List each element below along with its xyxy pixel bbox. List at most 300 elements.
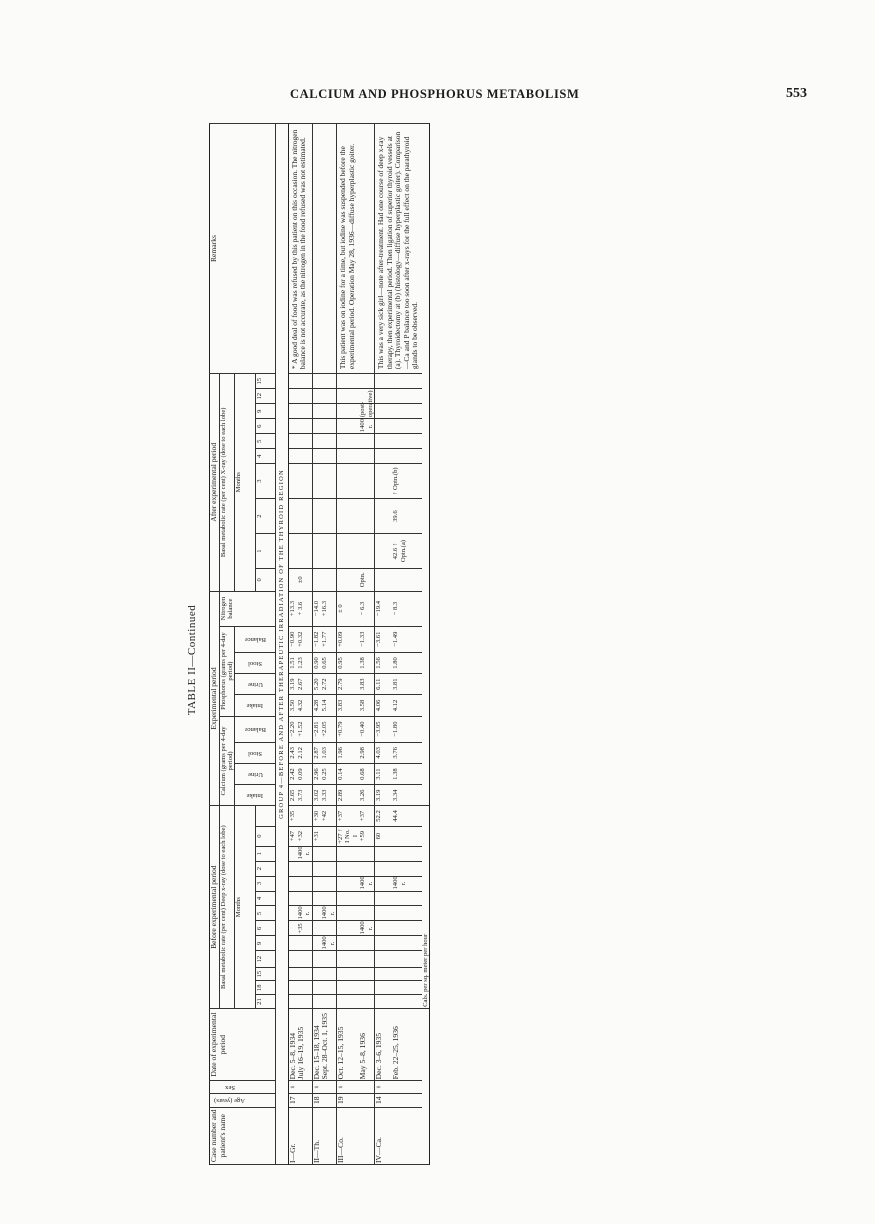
after-month: 3 — [255, 464, 276, 499]
after-bmr-cell — [321, 434, 336, 449]
after-bmr-cell — [374, 464, 392, 499]
ca-value-cell: 0.68 — [359, 763, 374, 784]
age-cell: 14 — [374, 1093, 422, 1107]
after-bmr-cell: ↑ Optn.(b) — [392, 464, 422, 499]
before-bmr-cell — [392, 846, 422, 861]
before-month: 2 — [255, 861, 276, 876]
after-bmr-cell: Optn. — [359, 569, 374, 591]
ca-stool-header: Stool — [235, 742, 276, 763]
date-cell: July 16–19, 1935 — [297, 1008, 312, 1080]
group-label: GROUP 4—BEFORE AND AFTER THERAPEUTIC IRRADIATION OF THE THYROID REGION — [276, 124, 288, 1165]
before-bmr-cell — [374, 951, 392, 967]
table-caption: TABLE II—Continued — [186, 604, 198, 716]
after-bmr-cell — [321, 389, 336, 404]
after-bmr-cell — [359, 374, 374, 389]
after-bmr-cell — [312, 534, 321, 569]
before-bmr-cell — [392, 951, 422, 967]
before-bmr-cell — [321, 951, 336, 967]
ca-value-cell: 0.25 — [321, 763, 336, 784]
running-header: CALCIUM AND PHOSPHORUS METABOLISM — [290, 87, 580, 101]
p-value-cell: 4.12 — [392, 695, 422, 716]
p-value-cell: −1.49 — [392, 626, 422, 652]
after-bmr-cell — [374, 404, 392, 419]
before-bmr-cell: 1400 r. — [297, 846, 312, 860]
date-cell: Feb. 22–25, 1936 — [392, 1008, 422, 1080]
before-bmr-cell — [374, 936, 392, 951]
bmr-zero-cell: +42 — [321, 806, 336, 826]
after-bmr-cell — [392, 389, 422, 404]
case-id-cell: I—Gr. — [288, 1107, 312, 1164]
after-bmr-cell — [321, 534, 336, 569]
before-bmr-cell: +32 — [297, 826, 312, 846]
metabolism-table — [209, 123, 430, 1165]
units-note: Cals. per sq. meter per hour — [422, 806, 430, 1009]
before-bmr-cell — [312, 981, 321, 995]
ca-value-cell: 3.76 — [392, 742, 422, 763]
after-bmr-cell — [312, 419, 321, 434]
ca-value-cell: −2.20 — [288, 716, 297, 742]
before-bmr-cell — [337, 936, 360, 951]
before-bmr-cell: +35 — [297, 921, 312, 936]
before-bmr-cell — [288, 967, 297, 981]
p-value-cell: 3.19 — [288, 674, 297, 695]
bmr-zero-cell: 44.4 — [392, 806, 422, 826]
remarks-cell: This patient was on iodine for a time, but iodine was suspended before the experimental period. Operation May 28, 1936—diffuse hyperplastic goiter. — [337, 124, 375, 374]
ca-value-cell: 0.09 — [297, 763, 312, 784]
before-subheader: Basal metabolic rate (per cent) Deep x-ray (dose to each lobe) — [219, 806, 235, 1009]
before-bmr-cell — [312, 995, 321, 1009]
after-bmr-cell — [374, 389, 392, 404]
before-bmr-cell — [297, 891, 312, 906]
before-bmr-cell — [359, 951, 374, 967]
rotated-table-container — [209, 123, 695, 1165]
note-filler — [422, 124, 430, 806]
ca-value-cell: 2.65 — [288, 785, 297, 806]
nitrogen-cell: − 8.3 — [392, 591, 422, 626]
before-bmr-cell — [312, 967, 321, 981]
p-value-cell: 0.95 — [337, 652, 360, 673]
before-bmr-cell — [359, 861, 374, 876]
after-bmr-cell — [374, 419, 392, 434]
after-bmr-cell — [297, 434, 312, 449]
before-month: 9 — [255, 936, 276, 951]
ca-value-cell: 3.26 — [359, 785, 374, 806]
ca-value-cell: 3.33 — [321, 785, 336, 806]
table-body — [276, 124, 430, 1165]
after-bmr-cell — [312, 404, 321, 419]
before-bmr-cell — [312, 876, 321, 891]
p-value-cell: −1.33 — [359, 626, 374, 652]
after-bmr-cell — [288, 449, 297, 464]
before-month: 5 — [255, 906, 276, 921]
after-bmr-cell — [359, 449, 374, 464]
p-value-cell: 4.28 — [312, 695, 321, 716]
calcium-header: Calcium (grams per 4-day period) — [219, 716, 235, 806]
p-value-cell: 1.56 — [374, 652, 392, 673]
p-value-cell: 1.38 — [359, 652, 374, 673]
date-cell: Oct. 12–15, 1935 — [337, 1008, 360, 1080]
ca-value-cell: −1.80 — [392, 716, 422, 742]
after-bmr-cell — [297, 404, 312, 419]
before-bmr-cell — [312, 936, 321, 951]
before-bmr-cell — [288, 981, 297, 995]
after-bmr-cell — [374, 449, 392, 464]
note-spacer — [422, 1008, 430, 1164]
before-bmr-cell — [359, 846, 374, 861]
after-month: 12 — [255, 389, 276, 404]
before-bmr-cell — [288, 876, 297, 891]
before-bmr-cell — [312, 951, 321, 967]
ca-value-cell: 2.42 — [288, 763, 297, 784]
before-bmr-cell — [288, 861, 297, 876]
after-bmr-cell — [374, 569, 392, 591]
table-frame — [209, 123, 695, 1165]
age-cell: 19 — [337, 1093, 375, 1107]
age-cell: 18 — [312, 1093, 336, 1107]
before-bmr-cell — [297, 936, 312, 951]
before-bmr-cell — [321, 921, 336, 936]
col-experimental: Experimental period — [210, 591, 220, 806]
p-value-cell: 2.72 — [321, 674, 336, 695]
before-bmr-cell: +31 — [312, 826, 321, 846]
after-bmr-cell: ±0 — [297, 569, 312, 591]
after-bmr-cell — [337, 404, 360, 419]
before-bmr-cell — [392, 967, 422, 981]
after-bmr-cell — [359, 534, 374, 569]
before-bmr-cell — [288, 995, 297, 1009]
p-value-cell: 3.83 — [337, 695, 360, 716]
table-row — [312, 124, 321, 1165]
p-value-cell: 5.14 — [321, 695, 336, 716]
group-row — [276, 124, 288, 1165]
page-number: 553 — [786, 86, 807, 101]
ca-value-cell: 2.96 — [312, 763, 321, 784]
p-value-cell: −0.90 — [288, 626, 297, 652]
before-bmr-cell — [359, 995, 374, 1009]
before-bmr-cell — [337, 995, 360, 1009]
after-bmr-cell — [359, 464, 374, 499]
after-bmr-cell — [297, 449, 312, 464]
table-row — [374, 124, 392, 1165]
phosphorus-header: Phosphorus (grams per 4-day period) — [219, 626, 235, 716]
after-bmr-cell — [312, 569, 321, 591]
before-months-label: Months — [235, 806, 256, 1009]
p-value-cell: 1.51 — [288, 652, 297, 673]
after-bmr-cell — [392, 449, 422, 464]
before-bmr-cell: +59 — [359, 826, 374, 846]
col-remarks: Remarks — [210, 124, 276, 374]
after-month: 1 — [255, 534, 276, 569]
p-value-cell: 5.20 — [312, 674, 321, 695]
ca-value-cell: +1.52 — [297, 716, 312, 742]
p-value-cell: 2.79 — [337, 674, 360, 695]
nitrogen-cell: − 6.3 — [359, 591, 374, 626]
after-month: 6 — [255, 419, 276, 434]
before-bmr-cell — [374, 921, 392, 936]
before-month: 15 — [255, 967, 276, 981]
after-bmr-cell — [288, 569, 297, 591]
before-bmr-cell — [321, 891, 336, 906]
before-bmr-cell — [359, 967, 374, 981]
bmr-zero-cell — [297, 806, 312, 826]
before-bmr-cell — [297, 967, 312, 981]
before-bmr-cell — [359, 936, 374, 951]
after-bmr-cell — [392, 434, 422, 449]
before-bmr-cell — [288, 936, 297, 951]
after-bmr-cell — [337, 434, 360, 449]
p-value-cell: 1.23 — [297, 652, 312, 673]
p-urine-header: Urine — [235, 674, 276, 695]
after-bmr-cell — [337, 464, 360, 499]
before-bmr-cell — [337, 951, 360, 967]
after-month: 4 — [255, 449, 276, 464]
after-bmr-cell — [321, 419, 336, 434]
date-cell: May 5–8, 1936 — [359, 1008, 374, 1080]
before-bmr-cell — [337, 906, 360, 921]
after-bmr-cell — [297, 374, 312, 389]
before-bmr-cell: 1400 r. — [359, 921, 374, 935]
before-bmr-cell — [297, 861, 312, 876]
before-month: 0 — [255, 826, 276, 846]
ca-value-cell: −3.95 — [374, 716, 392, 742]
p-value-cell: +0.32 — [297, 626, 312, 652]
after-month: 2 — [255, 499, 276, 534]
after-bmr-cell — [359, 499, 374, 534]
before-bmr-cell: 1400 r. — [359, 876, 374, 890]
p-value-cell: −3.61 — [374, 626, 392, 652]
case-id-cell: III—Co. — [337, 1107, 375, 1164]
after-bmr-cell — [297, 499, 312, 534]
before-bmr-cell: 1400 r. — [321, 936, 336, 950]
age-cell: 17 — [288, 1093, 312, 1107]
p-value-cell: 3.83 — [359, 674, 374, 695]
before-bmr-cell — [359, 906, 374, 921]
after-bmr-cell: 42.6 ↑ Optn.(a) — [392, 534, 422, 569]
after-month: 9 — [255, 404, 276, 419]
ca-value-cell: 2.43 — [288, 742, 297, 763]
before-month: 6 — [255, 921, 276, 936]
after-bmr-cell — [297, 534, 312, 569]
after-bmr-cell — [297, 389, 312, 404]
before-bmr-cell — [288, 921, 297, 936]
after-bmr-cell — [312, 389, 321, 404]
before-bmr-cell — [374, 995, 392, 1009]
ca-value-cell: +0.79 — [337, 716, 360, 742]
ca-value-cell: 2.87 — [312, 742, 321, 763]
before-bmr-cell — [392, 906, 422, 921]
before-bmr-cell — [374, 876, 392, 891]
before-bmr-cell — [321, 967, 336, 981]
after-bmr-cell — [288, 434, 297, 449]
before-bmr-cell — [321, 995, 336, 1009]
after-subheader: Basal metabolic rate (per cent) X-ray (dose to each lobe) — [219, 374, 235, 591]
after-bmr-cell — [321, 404, 336, 419]
after-bmr-cell — [359, 434, 374, 449]
after-bmr-cell — [392, 404, 422, 419]
nitrogen-header: Nitrogen balance — [219, 591, 276, 626]
date-cell: Dec. 5–8, 1934 — [288, 1008, 297, 1080]
ca-value-cell: 1.03 — [321, 742, 336, 763]
ca-urine-header: Urine — [235, 763, 276, 784]
after-bmr-cell — [312, 464, 321, 499]
after-bmr-cell — [337, 419, 360, 434]
table-row — [288, 124, 297, 1165]
after-bmr-cell — [321, 464, 336, 499]
col-age: Age (years) — [210, 1093, 276, 1107]
after-bmr-cell — [321, 374, 336, 389]
ca-value-cell: −0.40 — [359, 716, 374, 742]
p-value-cell: 3.81 — [392, 674, 422, 695]
after-bmr-cell — [321, 449, 336, 464]
before-bmr-cell — [359, 981, 374, 995]
before-bmr-cell — [392, 981, 422, 995]
before-bmr-cell: 1400 r. — [392, 876, 422, 891]
after-bmr-cell — [392, 569, 422, 591]
before-bmr-cell — [337, 981, 360, 995]
p-value-cell: 6.11 — [374, 674, 392, 695]
before-bmr-cell — [297, 951, 312, 967]
after-bmr-cell — [312, 449, 321, 464]
after-bmr-cell — [288, 419, 297, 434]
before-bmr-cell — [337, 876, 360, 891]
before-bmr-cell — [374, 891, 392, 906]
after-month: 5 — [255, 434, 276, 449]
after-bmr-cell — [321, 569, 336, 591]
after-bmr-cell — [374, 374, 392, 389]
before-month: 3 — [255, 876, 276, 891]
after-bmr-cell — [288, 499, 297, 534]
date-cell: Sept. 28–Oct. 1, 1935 — [321, 1008, 336, 1080]
after-bmr-cell — [392, 374, 422, 389]
before-month: 1 — [255, 846, 276, 861]
before-bmr-cell — [374, 906, 392, 921]
before-bmr-cell — [312, 921, 321, 936]
p-value-cell: 3.58 — [359, 695, 374, 716]
ca-value-cell: 0.14 — [337, 763, 360, 784]
bmr-zero-cell: +37 — [359, 806, 374, 826]
before-bmr-cell: 60 — [374, 826, 392, 846]
before-bmr-cell — [337, 861, 360, 876]
bmr-zero-cell: +30 — [312, 806, 321, 826]
after-bmr-cell: 1400 r. — [359, 419, 374, 433]
nitrogen-cell: +16.3 — [321, 591, 336, 626]
before-bmr-cell — [337, 921, 360, 936]
after-bmr-cell — [312, 374, 321, 389]
before-bmr-cell: 1400 r. — [321, 906, 336, 920]
before-bmr-cell — [392, 861, 422, 876]
case-id-cell: II—Th. — [312, 1107, 336, 1164]
before-bmr-cell — [374, 846, 392, 861]
ca-value-cell: 2.12 — [297, 742, 312, 763]
p-value-cell: 4.06 — [374, 695, 392, 716]
col-sex: Sex — [210, 1081, 276, 1093]
col-before: Before experimental period — [210, 806, 220, 1009]
ca-value-cell: 3.34 — [392, 785, 422, 806]
before-bmr-cell — [374, 861, 392, 876]
ca-value-cell: 3.19 — [374, 785, 392, 806]
ca-value-cell: +2.05 — [321, 716, 336, 742]
sex-cell: ♀ — [337, 1081, 375, 1093]
before-bmr-cell — [337, 846, 360, 861]
before-bmr-cell — [312, 861, 321, 876]
after-bmr-cell — [288, 389, 297, 404]
after-bmr-cell — [392, 419, 422, 434]
bmr-zero-cell: +37 — [337, 806, 360, 826]
after-bmr-cell — [288, 404, 297, 419]
nitrogen-cell: +13.3 — [288, 591, 297, 626]
after-bmr-cell — [337, 374, 360, 389]
p-value-cell: 0.65 — [321, 652, 336, 673]
before-month-spare — [255, 806, 276, 826]
after-bmr-cell — [337, 569, 360, 591]
p-intake-header: Intake — [235, 695, 276, 716]
before-bmr-cell — [312, 906, 321, 921]
col-case: Case number and patient's name — [210, 1107, 276, 1164]
after-bmr-cell — [297, 464, 312, 499]
p-value-cell: 1.80 — [392, 652, 422, 673]
before-bmr-cell — [297, 995, 312, 1009]
nitrogen-cell: −14.0 — [312, 591, 321, 626]
after-bmr-cell — [288, 464, 297, 499]
before-bmr-cell — [392, 891, 422, 906]
ca-intake-header: Intake — [235, 785, 276, 806]
ca-value-cell: 2.98 — [359, 742, 374, 763]
ca-value-cell: 3.02 — [312, 785, 321, 806]
nitrogen-cell: + 3.6 — [297, 591, 312, 626]
before-bmr-cell: +27 ↑ I No. I — [337, 826, 360, 846]
ca-value-cell: 4.03 — [374, 742, 392, 763]
before-bmr-cell — [297, 981, 312, 995]
after-bmr-cell — [374, 434, 392, 449]
p-value-cell: 2.67 — [297, 674, 312, 695]
remarks-cell: * A good deal of food was refused by this patient on this occasion. The nitrogen balance is not accurate, as the nitrogen in the food refused was not estimated. — [288, 124, 312, 374]
before-bmr-cell — [321, 981, 336, 995]
sex-cell: ♀ — [312, 1081, 336, 1093]
after-bmr-cell — [297, 419, 312, 434]
after-bmr-cell: (post-operative) — [359, 390, 374, 418]
before-bmr-cell — [374, 967, 392, 981]
before-bmr-cell — [288, 891, 297, 906]
after-bmr-cell — [337, 534, 360, 569]
before-bmr-cell — [359, 891, 374, 906]
table-row — [337, 124, 360, 1165]
ca-value-cell: 1.38 — [392, 763, 422, 784]
before-month: 18 — [255, 981, 276, 995]
ca-value-cell: −2.81 — [312, 716, 321, 742]
ca-value-cell: 3.11 — [374, 763, 392, 784]
ca-value-cell: 2.89 — [337, 785, 360, 806]
before-bmr-cell — [288, 846, 297, 861]
before-month: 12 — [255, 951, 276, 967]
before-bmr-cell — [392, 995, 422, 1009]
after-bmr-cell — [288, 534, 297, 569]
bmr-zero-cell: +35 — [288, 806, 297, 826]
before-bmr-cell — [312, 891, 321, 906]
before-bmr-cell — [321, 861, 336, 876]
before-bmr-cell — [288, 906, 297, 921]
case-id-cell: IV—Ca. — [374, 1107, 422, 1164]
nitrogen-cell: ± 0 — [337, 591, 360, 626]
before-bmr-cell — [374, 981, 392, 995]
after-bmr-cell: 39.6 — [392, 499, 422, 534]
date-cell: Dec. 3–6, 1935 — [374, 1008, 392, 1080]
before-bmr-cell — [337, 967, 360, 981]
p-value-cell: +1.77 — [321, 626, 336, 652]
p-balance-header: Balance — [235, 626, 276, 652]
after-months-label: Months — [235, 374, 256, 591]
after-bmr-cell — [321, 499, 336, 534]
before-bmr-cell: +47 — [288, 826, 297, 846]
